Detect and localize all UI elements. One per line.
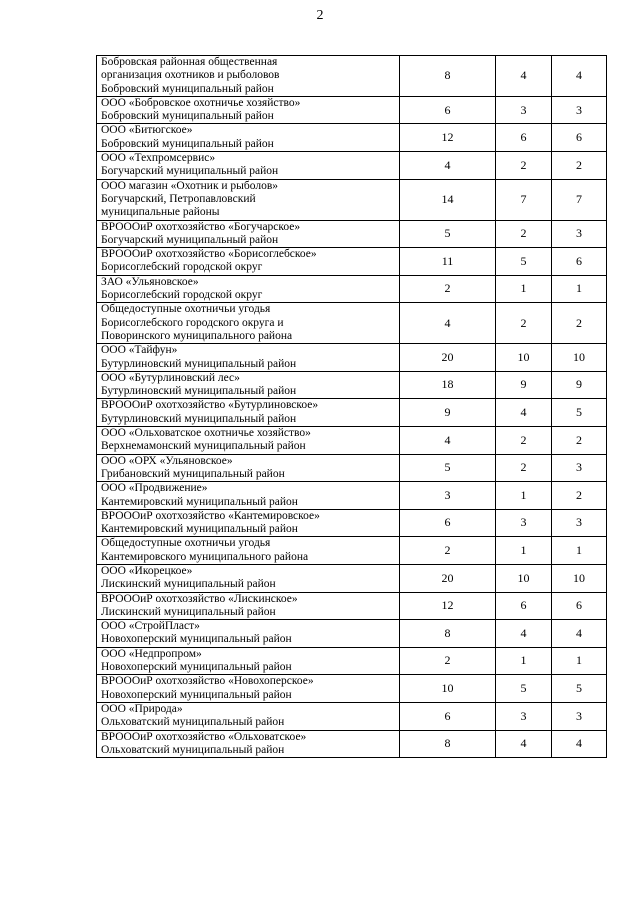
quota-total-cell: 20	[400, 344, 496, 372]
quota-b-cell: 2	[552, 152, 607, 180]
hunting-ground-cell	[97, 344, 400, 372]
table-row	[97, 482, 607, 510]
quota-b-cell: 2	[552, 427, 607, 455]
hunting-ground-line: ВРОООиР охотхозяйство «Ольховатское»	[101, 730, 307, 743]
quota-total-cell: 4	[400, 303, 496, 344]
quota-total-cell: 8	[400, 730, 496, 758]
hunting-ground-cell	[97, 220, 400, 248]
quota-total-cell: 12	[400, 592, 496, 620]
quota-b-cell: 10	[552, 344, 607, 372]
quota-total-cell: 6	[400, 702, 496, 730]
quota-a-cell: 4	[496, 730, 552, 758]
hunting-ground-line: Верхнемамонский муниципальный район	[101, 440, 306, 453]
quota-b-cell: 1	[552, 647, 607, 675]
quota-a-cell: 5	[496, 248, 552, 276]
hunting-ground-line: Общедоступные охотничьи угодья	[101, 303, 271, 316]
quota-b-cell: 5	[552, 399, 607, 427]
quota-a-cell: 7	[496, 179, 552, 220]
hunting-ground-line: ООО «Бобровское охотничье хозяйство»	[101, 96, 301, 109]
quota-a-cell: 2	[496, 220, 552, 248]
hunting-ground-line: ЗАО «Ульяновское»	[101, 275, 199, 288]
hunting-ground-line: Лискинский муниципальный район	[101, 605, 276, 618]
quota-total-cell: 8	[400, 56, 496, 97]
hunting-ground-line: Борисоглебский городской округ	[101, 289, 263, 302]
hunting-ground-cell	[97, 303, 400, 344]
hunting-ground-line: Бобровский муниципальный район	[101, 82, 274, 95]
hunting-ground-cell	[97, 454, 400, 482]
quota-b-cell: 4	[552, 730, 607, 758]
page-number: 2	[316, 8, 324, 23]
table-row	[97, 537, 607, 565]
hunting-ground-cell	[97, 647, 400, 675]
quota-total-cell: 10	[400, 675, 496, 703]
hunting-ground-cell	[97, 399, 400, 427]
table-row	[97, 427, 607, 455]
quota-b-cell: 6	[552, 248, 607, 276]
hunting-ground-line: ВРОООиР охотхозяйство «Новохоперское»	[101, 675, 314, 688]
hunting-ground-line: ООО «Тайфун»	[101, 344, 178, 357]
table-row	[97, 730, 607, 758]
table-row	[97, 248, 607, 276]
quota-total-cell: 9	[400, 399, 496, 427]
hunting-ground-line: Новохоперский муниципальный район	[101, 633, 292, 646]
quota-total-cell: 20	[400, 564, 496, 592]
quota-b-cell: 1	[552, 275, 607, 303]
hunting-ground-cell	[97, 152, 400, 180]
quota-a-cell: 5	[496, 675, 552, 703]
quota-a-cell: 9	[496, 371, 552, 399]
quota-a-cell: 1	[496, 275, 552, 303]
quota-a-cell: 4	[496, 56, 552, 97]
hunting-ground-line: Бутурлиновский муниципальный район	[101, 412, 297, 425]
hunting-ground-line: Новохоперский муниципальный район	[101, 661, 292, 674]
hunting-ground-line: ООО магазин «Охотник и рыболов»	[101, 179, 279, 192]
hunting-ground-line: ООО «Бутурлиновский лес»	[101, 371, 240, 384]
table-row	[97, 303, 607, 344]
quota-total-cell: 14	[400, 179, 496, 220]
table-row	[97, 620, 607, 648]
quota-total-cell: 8	[400, 620, 496, 648]
hunting-ground-line: Бобровский муниципальный район	[101, 137, 274, 150]
quota-b-cell: 3	[552, 96, 607, 124]
hunting-ground-line: Новохоперский муниципальный район	[101, 688, 292, 701]
table-row	[97, 399, 607, 427]
hunting-ground-line: Поворинского муниципального района	[101, 329, 293, 342]
quota-a-cell: 10	[496, 344, 552, 372]
hunting-ground-line: ВРОООиР охотхозяйство «Бутурлиновское»	[101, 399, 319, 412]
quota-a-cell: 2	[496, 152, 552, 180]
hunting-ground-line: Грибановский муниципальный район	[101, 467, 285, 480]
quota-table-body	[97, 56, 607, 758]
quota-a-cell: 2	[496, 427, 552, 455]
hunting-ground-cell	[97, 124, 400, 152]
hunting-ground-cell	[97, 620, 400, 648]
quota-a-cell: 2	[496, 303, 552, 344]
table-row	[97, 152, 607, 180]
hunting-ground-line: Борисоглебский городской округ	[101, 261, 263, 274]
hunting-ground-cell	[97, 564, 400, 592]
quota-b-cell: 4	[552, 620, 607, 648]
quota-b-cell: 3	[552, 509, 607, 537]
table-row	[97, 96, 607, 124]
quota-total-cell: 6	[400, 96, 496, 124]
hunting-ground-line: ООО «Недпропром»	[101, 647, 202, 660]
quota-total-cell: 11	[400, 248, 496, 276]
hunting-ground-line: ООО «Ольховатское охотничье хозяйство»	[101, 427, 311, 440]
quota-b-cell: 2	[552, 303, 607, 344]
quota-b-cell: 6	[552, 592, 607, 620]
hunting-ground-line: ООО «ОРХ «Ульяновское»	[101, 454, 233, 467]
table-row	[97, 371, 607, 399]
quota-total-cell: 5	[400, 454, 496, 482]
quota-total-cell: 18	[400, 371, 496, 399]
quota-a-cell: 10	[496, 564, 552, 592]
quota-a-cell: 1	[496, 647, 552, 675]
hunting-ground-cell	[97, 537, 400, 565]
quota-a-cell: 3	[496, 96, 552, 124]
table-row	[97, 275, 607, 303]
quota-b-cell: 6	[552, 124, 607, 152]
hunting-ground-line: Борисоглебского городского округа и	[101, 316, 284, 329]
table-row	[97, 179, 607, 220]
hunting-ground-line: Ольховатский муниципальный район	[101, 716, 285, 729]
table-row	[97, 56, 607, 97]
hunting-ground-line: Бутурлиновский муниципальный район	[101, 385, 297, 398]
quota-total-cell: 4	[400, 427, 496, 455]
quota-b-cell: 9	[552, 371, 607, 399]
quota-a-cell: 3	[496, 509, 552, 537]
hunting-ground-cell	[97, 179, 400, 220]
hunting-ground-line: Лискинский муниципальный район	[101, 578, 276, 591]
hunting-ground-line: ООО «Икорецкое»	[101, 564, 193, 577]
quota-table	[96, 55, 607, 758]
table-row	[97, 509, 607, 537]
hunting-ground-line: ООО «Природа»	[101, 702, 183, 715]
quota-a-cell: 4	[496, 620, 552, 648]
quota-a-cell: 4	[496, 399, 552, 427]
table-row	[97, 454, 607, 482]
hunting-ground-line: ООО «Битюгское»	[101, 124, 193, 137]
hunting-ground-line: Богучарский, Петропавловский	[101, 192, 256, 205]
hunting-ground-line: муниципальные районы	[101, 206, 220, 219]
hunting-ground-line: Ольховатский муниципальный район	[101, 743, 285, 756]
hunting-ground-line: ООО «СтройПласт»	[101, 620, 200, 633]
table-row	[97, 564, 607, 592]
quota-a-cell: 1	[496, 482, 552, 510]
hunting-ground-cell	[97, 509, 400, 537]
hunting-ground-cell	[97, 427, 400, 455]
quota-a-cell: 3	[496, 702, 552, 730]
quota-b-cell: 10	[552, 564, 607, 592]
hunting-ground-cell	[97, 730, 400, 758]
hunting-ground-line: ВРОООиР охотхозяйство «Кантемировское»	[101, 509, 320, 522]
hunting-ground-line: Бутурлиновский муниципальный район	[101, 357, 297, 370]
quota-a-cell: 6	[496, 124, 552, 152]
table-row	[97, 220, 607, 248]
quota-total-cell: 2	[400, 275, 496, 303]
hunting-ground-line: Богучарский муниципальный район	[101, 165, 279, 178]
table-row	[97, 592, 607, 620]
hunting-ground-cell	[97, 56, 400, 97]
quota-total-cell: 3	[400, 482, 496, 510]
quota-total-cell: 2	[400, 647, 496, 675]
quota-b-cell: 1	[552, 537, 607, 565]
hunting-ground-line: организация охотников и рыболовов	[101, 69, 280, 82]
quota-b-cell: 2	[552, 482, 607, 510]
hunting-ground-cell	[97, 96, 400, 124]
hunting-ground-line: Кантемировский муниципальный район	[101, 523, 298, 536]
hunting-ground-cell	[97, 482, 400, 510]
quota-b-cell: 5	[552, 675, 607, 703]
quota-b-cell: 7	[552, 179, 607, 220]
hunting-ground-cell	[97, 675, 400, 703]
quota-b-cell: 3	[552, 702, 607, 730]
hunting-ground-cell	[97, 371, 400, 399]
quota-total-cell: 4	[400, 152, 496, 180]
table-row	[97, 702, 607, 730]
quota-total-cell: 2	[400, 537, 496, 565]
hunting-ground-line: ООО «Техпромсервис»	[101, 152, 216, 165]
quota-a-cell: 6	[496, 592, 552, 620]
quota-total-cell: 12	[400, 124, 496, 152]
hunting-ground-line: ВРОООиР охотхозяйство «Лискинское»	[101, 592, 298, 605]
hunting-ground-line: Бобровская районная общественная	[101, 56, 278, 68]
hunting-ground-line: ВРОООиР охотхозяйство «Богучарское»	[101, 220, 301, 233]
quota-total-cell: 6	[400, 509, 496, 537]
table-row	[97, 675, 607, 703]
hunting-ground-cell	[97, 702, 400, 730]
quota-b-cell: 3	[552, 454, 607, 482]
table-row	[97, 647, 607, 675]
hunting-ground-cell	[97, 275, 400, 303]
hunting-ground-cell	[97, 592, 400, 620]
table-row	[97, 124, 607, 152]
hunting-ground-line: ООО «Продвижение»	[101, 482, 208, 495]
quota-b-cell: 4	[552, 56, 607, 97]
hunting-ground-line: Богучарский муниципальный район	[101, 233, 279, 246]
hunting-ground-line: Кантемировский муниципальный район	[101, 495, 298, 508]
hunting-ground-line: ВРОООиР охотхозяйство «Борисоглебское»	[101, 248, 317, 261]
quota-a-cell: 1	[496, 537, 552, 565]
hunting-ground-line: Общедоступные охотничьи угодья	[101, 537, 271, 550]
quota-total-cell: 5	[400, 220, 496, 248]
hunting-ground-line: Бобровский муниципальный район	[101, 110, 274, 123]
quota-a-cell: 2	[496, 454, 552, 482]
quota-b-cell: 3	[552, 220, 607, 248]
hunting-ground-line: Кантемировского муниципального района	[101, 550, 309, 563]
hunting-ground-cell	[97, 248, 400, 276]
table-row	[97, 344, 607, 372]
